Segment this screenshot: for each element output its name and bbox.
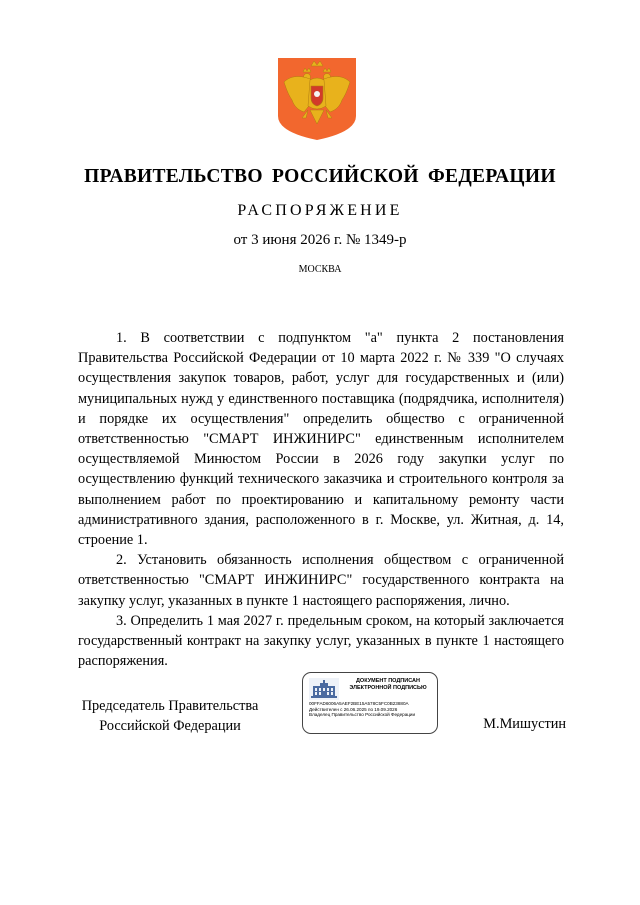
signer-position-line-2: Российской Федерации <box>99 718 241 734</box>
stamp-title-line-1: ДОКУМЕНТ ПОДПИСАН <box>356 678 420 684</box>
document-body <box>78 328 564 671</box>
government-title: ПРАВИТЕЛЬСТВО РОССИЙСКОЙ ФЕДЕРАЦИИ <box>84 166 556 187</box>
document-city: МОСКВА <box>298 264 342 275</box>
electronic-signature-stamp <box>302 672 438 734</box>
document-type: РАСПОРЯЖЕНИЕ <box>237 202 403 219</box>
stamp-serial: 00FFAD6006A5AEF2BE15A578C5FC0B23880A <box>309 701 409 706</box>
government-building-icon <box>309 678 339 700</box>
stamp-details <box>309 701 435 718</box>
stamp-title <box>341 678 435 691</box>
paragraph-2: 2. Установить обязанность исполнения обществом с ограниченной ответственностью "СМАРТ ИНЖИНИРС" государственного контракта на закупку услуг, указанных в пункте 1 настоящего распоряжения, лично. <box>78 552 564 609</box>
paragraph-3: 3. Определить 1 мая 2027 г. предельным сроком, на который заключается государственный контракт на закупку услуг, указанных в пункте 1 настоящего распоряжения. <box>78 612 564 670</box>
stamp-title-line-2: ЭЛЕКТРОННОЙ ПОДПИСЬЮ <box>349 684 427 691</box>
paragraph-1: 1. В соответствии с подпунктом "а" пункта 2 постановления Правительства Российской Федерации от 10 марта 2022 г. № 339 "О случаях осуществления закупок товаров, работ, услуг для государственных и (или) муниципальных нужд у единственного поставщика (подрядчика, исполнителя) и порядке их осуществления" определить общество с ограниченной ответственностью "СМАРТ ИНЖИНИРС" единственным исполнителем осуществляемой Минюстом России в 2026 году закупки услуг по осуществлению функций технического заказчика и строительного контроля за выполнением работ по проектированию и капитальному ремонту части административного здания, расположенного в г. Москве, ул. Житная, д. 14, строение 1. <box>78 330 564 549</box>
document-date-number: от 3 июня 2026 г. № 1349-р <box>233 232 407 248</box>
coat-of-arms-icon <box>276 56 358 142</box>
signer-position <box>70 696 270 736</box>
signer-position-line-1: Председатель Правительства <box>81 698 259 714</box>
stamp-owner: Владелец Правительство Российской Федерации <box>309 712 416 718</box>
signer-name: М.Мишустин <box>483 716 566 732</box>
stamp-validity: Действителен с 26.06.2025 по 19.09.2026 <box>309 706 398 712</box>
